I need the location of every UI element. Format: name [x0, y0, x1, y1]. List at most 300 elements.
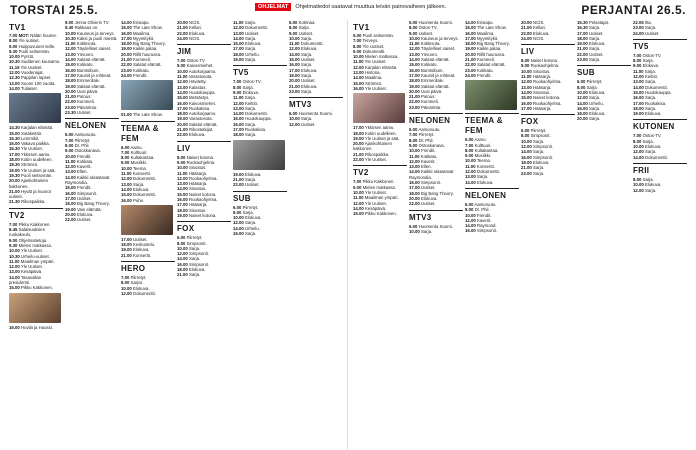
program-text: Kaikki palaa.	[132, 46, 158, 52]
program-time: 8.00	[521, 58, 530, 64]
program-text: Aamuruutu.	[74, 132, 97, 138]
date-right: PERJANTAI 26.5.	[581, 3, 686, 17]
program-text: Kotiin uudelleen.	[364, 130, 397, 136]
program-text: Ruokakisa.	[644, 100, 667, 106]
channel-heading: LIV	[177, 141, 231, 154]
program-time: 12.00	[353, 64, 364, 70]
program-time: 13.00	[233, 105, 244, 111]
program-time: 10.00	[409, 148, 420, 154]
program-text: Kaikki palaa.	[476, 46, 502, 52]
program-time: 16.00	[465, 228, 476, 234]
program-text: Dokumentti.	[132, 176, 156, 182]
program-time: 21.00	[177, 25, 188, 31]
program-time: 18.00	[177, 111, 188, 117]
program-entry	[233, 231, 287, 236]
program-time: 10.00	[353, 189, 364, 195]
program-entry	[353, 86, 407, 91]
program-text: Ruokakisa.	[244, 127, 267, 133]
program-time: 10.00	[233, 215, 244, 221]
program-time: 14.00	[409, 57, 420, 63]
program-text: Piirretyt.	[586, 79, 603, 85]
program-text: Kaikki rakastavat Raymondia.	[409, 169, 454, 180]
program-text: Bumtsibum.	[420, 67, 444, 73]
program-time: 16.00	[233, 231, 244, 237]
program-time: 19.00	[9, 167, 20, 173]
program-time: 18.00	[409, 190, 420, 196]
program-time: 6.00	[465, 137, 474, 143]
program-time: 20.00	[353, 141, 364, 147]
program-entry	[289, 122, 343, 127]
program-text: Emmerdale.	[76, 78, 101, 84]
program-time: 16.00	[409, 180, 420, 186]
program-time: 23.00	[121, 67, 132, 73]
program-time: 12.00	[521, 144, 532, 150]
program-text: Puoli seitsemän.	[18, 48, 51, 54]
program-text: Elokuva.	[644, 111, 662, 117]
program-entry	[177, 213, 231, 218]
program-time: 6.00	[233, 204, 242, 210]
program-text: Frendit.	[476, 72, 492, 78]
program-time: 16.00	[465, 30, 476, 36]
program-text: Ruokakisa.	[188, 105, 211, 111]
program-time: 13.00	[353, 70, 364, 76]
program-time: 17.00	[633, 100, 644, 106]
program-time: 17.00	[177, 105, 188, 111]
program-entry	[465, 180, 519, 185]
program-time: 22.00	[409, 99, 420, 105]
program-entry	[121, 112, 175, 117]
program-text: Ajankohtainen kakkonen.	[353, 141, 392, 152]
program-text: Elokuva.	[188, 266, 206, 272]
program-time: 11.00	[409, 41, 420, 47]
program-time: 18.30	[9, 162, 20, 168]
program-text: Yle Uutiset ja sää.	[364, 135, 400, 141]
program-text: Kummeli.	[132, 57, 151, 63]
program-text: Sarja.	[642, 58, 654, 64]
program-time: 11.00	[65, 41, 76, 47]
program-text: Naiset kotona.	[530, 58, 559, 64]
program-text: NCIS.	[532, 35, 545, 41]
program-text: Sarja.	[644, 25, 657, 31]
program-time: 9.00	[289, 30, 298, 36]
program-time: 10.30	[9, 59, 20, 65]
program-time: 17.00	[577, 30, 588, 36]
program-text: Big Bang Theory.	[132, 41, 166, 47]
program-text: Putous.	[76, 94, 92, 100]
program-time: 12.00	[633, 187, 644, 193]
program-time: 16.00	[177, 197, 188, 203]
program-time: 18.00	[233, 51, 244, 57]
program-time: 20.00	[65, 88, 76, 94]
program-time: 15.00	[409, 62, 420, 68]
program-time: 7.00	[65, 137, 74, 143]
program-text: Rakkaus on.	[74, 25, 99, 31]
program-time: 6.00	[289, 20, 298, 25]
program-time: 10.00	[9, 54, 20, 60]
program-time: 9.00	[65, 20, 74, 25]
program-time: 12.00	[233, 220, 244, 226]
program-text: Elokuva.	[420, 195, 438, 201]
program-text: Hääsarja.	[532, 105, 552, 111]
program-time: 22.00	[177, 30, 188, 36]
listing-column	[520, 20, 576, 450]
program-time: 12.00	[353, 200, 364, 206]
program-time: 8.00	[233, 209, 242, 215]
program-text: Ostos-TV.	[642, 133, 662, 139]
program-text: Frendit.	[476, 212, 492, 218]
program-text: Simpsonit.	[76, 190, 98, 196]
program-text: Piirretyt.	[74, 137, 91, 143]
channel-heading: LIV	[521, 44, 575, 57]
program-text: Pikku Kakkonen.	[364, 211, 397, 217]
program-time: 18.00	[177, 266, 188, 272]
program-time: 20.00	[289, 78, 300, 84]
program-text: Bumtsibum.	[76, 67, 100, 73]
program-time: 16.00	[65, 67, 76, 73]
program-text: Salatut elämät.	[76, 83, 106, 89]
program-time: 12.00	[465, 217, 476, 223]
program-time: 9.00	[177, 63, 186, 69]
channel-heading: SUB	[577, 65, 631, 78]
program-time: 8.45	[9, 227, 18, 233]
program-time: 12.00	[633, 74, 644, 80]
program-text: Vain elämää.	[76, 206, 102, 212]
program-time: 15.00	[233, 116, 244, 122]
program-time: 8.00	[409, 25, 418, 31]
program-text: NCIS.	[188, 35, 201, 41]
program-time: 8.00	[177, 240, 186, 246]
program-time: 8.00	[465, 147, 474, 153]
program-text: Rikospaikka.	[364, 151, 390, 157]
program-time: 19.00	[633, 111, 644, 117]
program-entry	[633, 155, 687, 160]
program-time: 9.00	[633, 63, 642, 69]
channel-heading: TV2	[9, 208, 63, 221]
program-text: Lemmikit.	[20, 135, 40, 141]
program-photo	[233, 140, 285, 170]
program-text: Sisustus.	[532, 89, 551, 95]
program-time: 10.00	[465, 158, 476, 164]
program-time: 13.00	[9, 269, 20, 275]
program-time: 11.00	[289, 41, 300, 47]
program-text: Uutiset.	[244, 182, 260, 188]
program-entry	[65, 175, 119, 186]
program-text: Sarja.	[188, 245, 201, 251]
program-time: 21.00	[577, 46, 588, 52]
program-time: 10.00	[521, 138, 532, 144]
program-text: Tuliaiset.	[20, 85, 38, 91]
program-text: Sarja.	[244, 231, 257, 237]
listing-column	[352, 20, 408, 450]
program-time: 21.00	[521, 25, 532, 31]
program-text: Hääsarja.	[188, 170, 208, 176]
program-time: 23.00	[289, 88, 300, 94]
program-time: 21.00	[121, 252, 132, 258]
program-text: Ellen.	[420, 164, 432, 170]
program-text: Sarja.	[644, 68, 656, 74]
program-text: Historia.	[364, 70, 381, 76]
program-time: 14.00	[177, 186, 188, 192]
program-text: Ilta.	[644, 20, 652, 25]
program-text: Dr. Phil.	[474, 207, 490, 213]
program-time: 13.00	[409, 51, 420, 57]
program-text: Kummeli.	[420, 99, 439, 105]
program-time: 17.00	[465, 35, 476, 41]
program-time: 8.00	[409, 137, 418, 143]
program-time: 18.00	[121, 242, 132, 248]
program-text: Elokuva.	[532, 159, 550, 165]
program-entry	[9, 178, 63, 189]
program-time: 8.00	[121, 155, 130, 161]
program-text: Elokuva.	[588, 41, 606, 47]
program-text: Kotikatu.	[420, 153, 438, 159]
program-time: 14.00	[409, 169, 420, 175]
channel-heading: JIM	[177, 44, 231, 57]
program-time: 20.00	[521, 20, 532, 25]
program-time: 20.00	[9, 178, 20, 184]
program-text: Myyntitykit.	[476, 35, 499, 41]
channel-heading: TV5	[233, 65, 287, 78]
program-text: Urheilu-uutiset.	[20, 253, 50, 259]
program-time: 9.40	[65, 25, 74, 31]
program-entry	[233, 182, 287, 187]
program-time: 23.00	[633, 25, 644, 31]
program-time: 22.00	[65, 217, 76, 223]
program-time: 14.00	[233, 111, 244, 117]
program-text: Yövuoro.	[76, 51, 95, 57]
program-text: Ohjelmatietoja.	[18, 237, 48, 243]
program-time: 18.00	[65, 78, 76, 84]
program-time: 16.00	[121, 197, 132, 203]
program-text: Pyrstö.	[20, 54, 35, 60]
program-time: 13.00	[177, 181, 188, 187]
program-text: Päivärinta.	[76, 104, 98, 110]
program-text: Uusi päivä.	[420, 88, 443, 94]
program-entry	[233, 57, 287, 62]
program-text: Sarja.	[532, 138, 545, 144]
program-text: Frendit.	[76, 153, 92, 159]
program-time: 21.00	[9, 188, 20, 194]
program-text: Ostos-TV.	[242, 79, 262, 85]
program-time: 12.00	[409, 158, 420, 164]
program-time: 6.00	[409, 127, 418, 133]
program-time: 14.00	[353, 75, 364, 81]
program-text: Sarja.	[244, 132, 257, 138]
program-time: 11.00	[521, 74, 532, 80]
program-entry	[633, 111, 687, 116]
program-time: 5.00	[409, 20, 418, 25]
program-time: 8.00	[177, 154, 186, 160]
program-text: Sisustus.	[188, 165, 207, 171]
program-text: Sarja.	[586, 84, 598, 90]
program-time: 19.00	[577, 41, 588, 47]
program-time: 19.00	[65, 83, 76, 89]
program-text: Kaivosmiehet.	[186, 63, 214, 69]
program-time: 12.00	[177, 251, 188, 257]
program-text: Elokuva.	[644, 144, 662, 150]
program-time: 19.00	[65, 206, 76, 212]
program-time: 16.00	[577, 105, 588, 111]
program-time: 23.00	[65, 104, 76, 110]
program-text: Kokkisota.	[420, 41, 441, 47]
program-time: 12.00	[121, 176, 132, 182]
program-time: 21.00	[177, 127, 188, 133]
program-text: Elokuva.	[300, 46, 318, 52]
program-text: Ruokaohjelma.	[188, 197, 218, 203]
program-text: Piirretyt.	[186, 235, 203, 241]
program-time: 24.00	[121, 72, 132, 78]
program-text: Uusi päivä.	[76, 88, 99, 94]
program-text: Maailman ympäri.	[364, 195, 399, 201]
program-text: Täydelliset naiset.	[420, 46, 456, 52]
program-time: 11.00	[409, 153, 420, 159]
program-text: Kaivosmiehet.	[188, 100, 216, 106]
program-time: 16.00	[9, 324, 20, 330]
program-time: 20.00	[409, 88, 420, 94]
program-time: 10.00	[633, 182, 644, 188]
program-text: Ostos-TV.	[642, 52, 662, 58]
program-text: Kaksi ja puoli miestä.	[76, 35, 118, 41]
program-time: 10.00	[289, 35, 300, 41]
program-time: 17.00	[121, 35, 132, 41]
page-header	[0, 0, 696, 20]
program-time: 10.00	[409, 35, 420, 41]
program-time: 11.00	[65, 158, 76, 164]
program-title: MOT:	[18, 33, 30, 38]
program-text: Kaverit.	[476, 217, 492, 223]
program-time: 6.00	[465, 201, 474, 207]
program-text: Nälän huume.	[30, 33, 58, 38]
program-time: 20.00	[65, 211, 76, 217]
program-text: Kaverit.	[76, 164, 92, 170]
program-time: 12.00	[121, 290, 132, 296]
program-text: Yle Uutiset.	[364, 189, 387, 195]
program-text: Sarja.	[588, 35, 601, 41]
program-text: Dr. Phil.	[418, 137, 434, 143]
program-time: 16.00	[9, 141, 20, 147]
program-time: 21.00	[521, 165, 532, 171]
listing-column	[176, 20, 232, 450]
program-text: Ykkösen aamu.	[20, 151, 51, 157]
program-text: Konsertti.	[132, 171, 151, 177]
program-text: Keittiö.	[244, 100, 259, 106]
program-time: 14.00	[233, 225, 244, 231]
program-text: Sarja.	[642, 138, 654, 144]
program-time: 7.00	[353, 38, 362, 44]
program-time: 8.00	[9, 38, 18, 44]
program-time: 18.00	[233, 132, 244, 138]
program-time: 14.30	[9, 125, 20, 131]
program-text: Sarja.	[188, 256, 201, 262]
program-time: 9.00	[409, 30, 418, 36]
program-text: Yle Uutiset.	[364, 59, 387, 65]
program-time: 16.00	[177, 100, 188, 106]
program-time: 7.00	[9, 221, 18, 227]
program-text: Sarja.	[644, 149, 657, 155]
program-time: 17.00	[65, 195, 76, 201]
program-text: Yövuoro.	[420, 51, 439, 57]
program-text: Kauneus ja terveys.	[76, 30, 115, 36]
program-text: Elokuva.	[532, 30, 550, 36]
channel-heading: FOX	[521, 114, 575, 127]
program-text: Täydelliset naiset.	[76, 46, 112, 52]
program-text: Sarja.	[244, 20, 256, 25]
program-time: 15.00	[353, 80, 364, 86]
program-time: 9.00	[177, 159, 186, 165]
program-text: Autokorjaamo.	[188, 111, 217, 117]
program-text: Rikostutkijat.	[188, 127, 214, 133]
program-time: 7.00	[121, 275, 130, 281]
program-text: Elokuva.	[188, 30, 206, 36]
program-text: Elokuva.	[242, 89, 260, 95]
program-time: 20.00	[465, 51, 476, 57]
program-text: Frendit.	[76, 185, 92, 191]
program-text: Sarja.	[300, 62, 313, 68]
channel-heading: NELONEN	[409, 113, 463, 126]
program-time: 01.00	[121, 112, 132, 118]
program-time: 13.00	[521, 84, 532, 90]
program-entry	[521, 171, 575, 176]
program-time: 9.00	[9, 43, 18, 49]
program-text: Aamuruutu.	[474, 201, 497, 207]
program-entry	[577, 116, 631, 121]
program-time: 18.00	[409, 78, 420, 84]
program-text: Raymond.	[476, 223, 497, 229]
program-time: 11.15	[9, 64, 20, 70]
program-time: 7.00	[353, 179, 362, 185]
program-time: 9.00	[353, 184, 362, 190]
program-entry	[289, 89, 343, 94]
program-time: 19.00	[233, 171, 244, 177]
program-time: 20.00	[177, 121, 188, 127]
program-time: 13.00	[121, 181, 132, 187]
program-text: Sarja.	[532, 149, 545, 155]
program-text: Sarja.	[420, 228, 433, 234]
program-text: NCIS.	[532, 20, 545, 25]
program-entry	[521, 36, 575, 41]
program-text: Mielen matkassa.	[362, 184, 397, 190]
program-text: Naiset kotona.	[188, 212, 217, 218]
program-time: 8.00	[65, 142, 74, 148]
program-text: Kultakantaa.	[474, 147, 499, 153]
program-text: Yle Uutiset.	[364, 200, 387, 206]
program-time: 6.00	[65, 132, 74, 138]
program-text: Sarja.	[642, 176, 654, 182]
program-text: Urheilu.	[588, 100, 604, 106]
program-time: 19.00	[409, 83, 420, 89]
program-text: Uutiset.	[420, 185, 436, 191]
program-time: 11.00	[177, 74, 188, 80]
program-entry	[633, 188, 687, 193]
program-text: Yle Uutiset.	[364, 85, 387, 91]
program-text: Puoli seitsemän.	[362, 33, 395, 38]
program-time: 10.30	[9, 253, 20, 259]
program-time: 14.00	[353, 205, 364, 211]
program-text: Aamuruutu.	[418, 127, 441, 133]
program-text: Ykkösen aamu.	[364, 125, 395, 131]
program-text: Yle Uutiset.	[362, 43, 385, 49]
program-time: 15.00	[65, 185, 76, 191]
program-time: 9.00	[121, 160, 130, 166]
program-time: 19.00	[121, 247, 132, 253]
program-time: 8.00	[633, 176, 642, 182]
program-time: 7.00	[9, 33, 18, 38]
program-entry	[121, 73, 175, 78]
program-time: 21.30	[9, 199, 20, 205]
program-time: 22.05	[633, 20, 644, 25]
program-text: Sisustus.	[532, 68, 551, 74]
program-text: Yle Uutiset ja sää.	[20, 167, 56, 173]
